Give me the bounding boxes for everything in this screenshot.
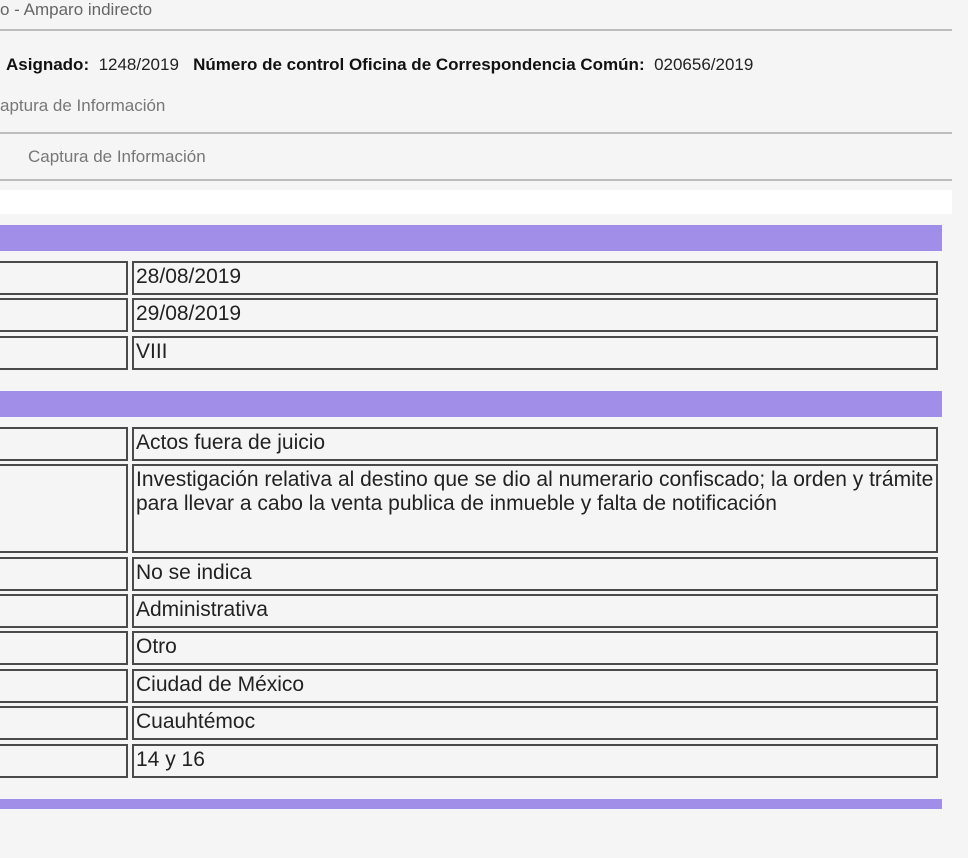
section-title: aptura de Información bbox=[0, 96, 166, 115]
entidad-value: Ciudad de México bbox=[136, 673, 305, 696]
value-no-se-indica: No se indica bbox=[136, 561, 252, 584]
divider bbox=[0, 132, 952, 134]
fecha-value-1: 28/08/2019 bbox=[136, 265, 242, 288]
control-number-value: 020656/2019 bbox=[654, 55, 754, 74]
section-footer-bar bbox=[0, 799, 942, 809]
value-cell bbox=[132, 744, 938, 778]
tipo-acto-value: Actos fuera de juicio bbox=[136, 431, 326, 454]
materia-value: Administrativa bbox=[136, 598, 268, 621]
divider bbox=[0, 179, 952, 181]
fecha-value-2: 29/08/2019 bbox=[136, 302, 242, 325]
control-number-label: Número de control Oficina de Correspondencia Común: bbox=[193, 55, 645, 74]
acto-reclamado-value: Investigación relativa al destino que se dio al numerario confiscado; la orden y trámite para llevar a cabo la venta publica de inmueble y falta de notificación bbox=[136, 468, 934, 515]
value-cell bbox=[132, 557, 938, 591]
label-cell bbox=[0, 594, 128, 628]
label-cell bbox=[0, 706, 128, 740]
assigned-label: Asignado: bbox=[6, 55, 90, 74]
value-cell bbox=[132, 336, 938, 370]
assignment-row bbox=[6, 55, 753, 75]
articulos-value: 14 y 16 bbox=[136, 748, 205, 771]
value-cell bbox=[132, 631, 938, 665]
assigned-value: 1248/2019 bbox=[98, 55, 179, 74]
value-cell bbox=[132, 427, 938, 461]
value-cell bbox=[132, 464, 938, 553]
label-cell bbox=[0, 464, 128, 553]
label-cell bbox=[0, 298, 128, 332]
value-cell bbox=[132, 669, 938, 703]
value-cell bbox=[132, 706, 938, 740]
label-cell bbox=[0, 427, 128, 461]
label-cell bbox=[0, 669, 128, 703]
tipo-value: Otro bbox=[136, 635, 177, 658]
fraccion-value: VIII bbox=[136, 340, 168, 363]
value-cell bbox=[132, 594, 938, 628]
label-cell bbox=[0, 336, 128, 370]
label-cell bbox=[0, 557, 128, 591]
section-header-bar bbox=[0, 225, 942, 251]
municipio-value: Cuauhtémoc bbox=[136, 710, 256, 733]
label-cell bbox=[0, 631, 128, 665]
label-cell bbox=[0, 261, 128, 295]
tab-captura-informacion[interactable]: Captura de Información bbox=[28, 147, 206, 166]
label-cell bbox=[0, 744, 128, 778]
divider bbox=[0, 29, 952, 31]
value-cell bbox=[132, 261, 938, 295]
section-header-bar bbox=[0, 391, 942, 417]
value-cell bbox=[132, 298, 938, 332]
white-band bbox=[0, 190, 952, 214]
breadcrumb: o - Amparo indirecto bbox=[0, 0, 153, 19]
